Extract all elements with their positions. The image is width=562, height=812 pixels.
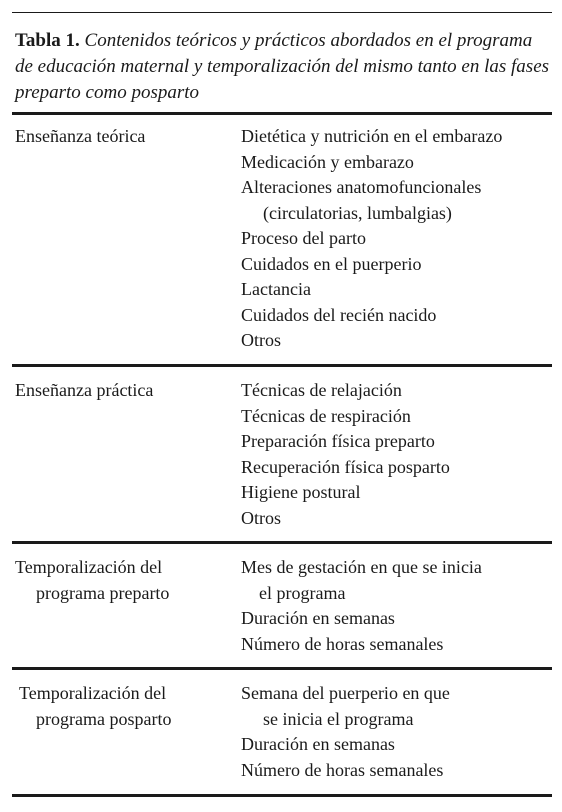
list-item [241, 681, 556, 732]
row-label-continuation: programa posparto [36, 708, 172, 729]
list-item [241, 758, 556, 784]
list-item [241, 150, 556, 176]
row-label-line: Temporalización del [15, 557, 163, 577]
topic-list-temporalizacion-posparto [241, 681, 556, 783]
list-item-text: Otros [241, 507, 281, 528]
table-caption [15, 28, 550, 106]
row-label-line: Enseñanza teórica [15, 126, 146, 146]
list-item-text: Recuperación física posparto [241, 456, 450, 477]
section-rule [12, 667, 552, 670]
list-item-text: Número de horas semanales [241, 759, 444, 780]
row-label-ensenanza-practica [15, 378, 230, 404]
list-item-text: Lactancia [241, 279, 311, 299]
list-item-text: Semana del puerperio en que [241, 683, 450, 703]
header-rule [12, 112, 552, 115]
section-rule [12, 364, 552, 367]
list-item [241, 226, 556, 252]
list-item [241, 455, 556, 481]
list-item [241, 378, 556, 404]
list-item-continuation: (circulatorias, lumbalgias) [263, 202, 452, 223]
row-label-line: Temporalización del [19, 683, 167, 703]
list-item-text: Número de horas semanales [241, 633, 444, 654]
caption-label: Tabla 1. [15, 30, 80, 51]
list-item-text: Proceso del parto [241, 228, 366, 248]
topic-list-ensenanza-teorica [241, 124, 556, 354]
list-item-continuation: se inicia el programa [263, 708, 414, 729]
list-item-text: Otros [241, 330, 281, 350]
list-item [241, 555, 556, 606]
top-rule [12, 12, 552, 13]
list-item-text: Medicación y embarazo [241, 151, 414, 172]
list-item-text: Cuidados en el puerperio [241, 253, 422, 274]
list-item-text: Cuidados del recién nacido [241, 304, 437, 325]
row-label-continuation: programa preparto [36, 582, 170, 603]
list-item [241, 303, 556, 329]
row-label-line: Enseñanza práctica [15, 380, 154, 400]
list-item [241, 124, 556, 150]
list-item-text: Preparación física preparto [241, 431, 435, 451]
topic-list-ensenanza-practica [241, 378, 556, 531]
list-item [241, 632, 556, 658]
list-item [241, 480, 556, 506]
list-item [241, 506, 556, 532]
row-label-ensenanza-teorica [15, 124, 230, 150]
list-item-text: Duración en semanas [241, 608, 395, 628]
list-item [241, 732, 556, 758]
list-item-text: Duración en semanas [241, 734, 395, 754]
list-item-text: Higiene postural [241, 482, 361, 502]
list-item-text: Alteraciones anatomofuncionales [241, 177, 482, 197]
list-item-text: Técnicas de relajación [241, 380, 402, 400]
caption-text: Contenidos teóricos y prácticos abordados en el programa de educación maternal y temporalización del mismo tanto en las fases preparto como posparto [15, 30, 550, 103]
list-item [241, 175, 556, 226]
list-item [241, 328, 556, 354]
bottom-rule [12, 794, 552, 797]
list-item [241, 277, 556, 303]
list-item [241, 252, 556, 278]
list-item-text: Técnicas de respiración [241, 405, 411, 426]
row-label-temporalizacion-posparto [19, 681, 234, 732]
section-rule [12, 541, 552, 544]
list-item-text: Mes de gestación en que se inicia [241, 557, 482, 577]
list-item-continuation: el programa [259, 582, 346, 603]
list-item [241, 404, 556, 430]
list-item [241, 429, 556, 455]
list-item [241, 606, 556, 632]
topic-list-temporalizacion-preparto [241, 555, 556, 657]
row-label-temporalizacion-preparto [15, 555, 230, 606]
list-item-text: Dietética y nutrición en el embarazo [241, 126, 503, 146]
